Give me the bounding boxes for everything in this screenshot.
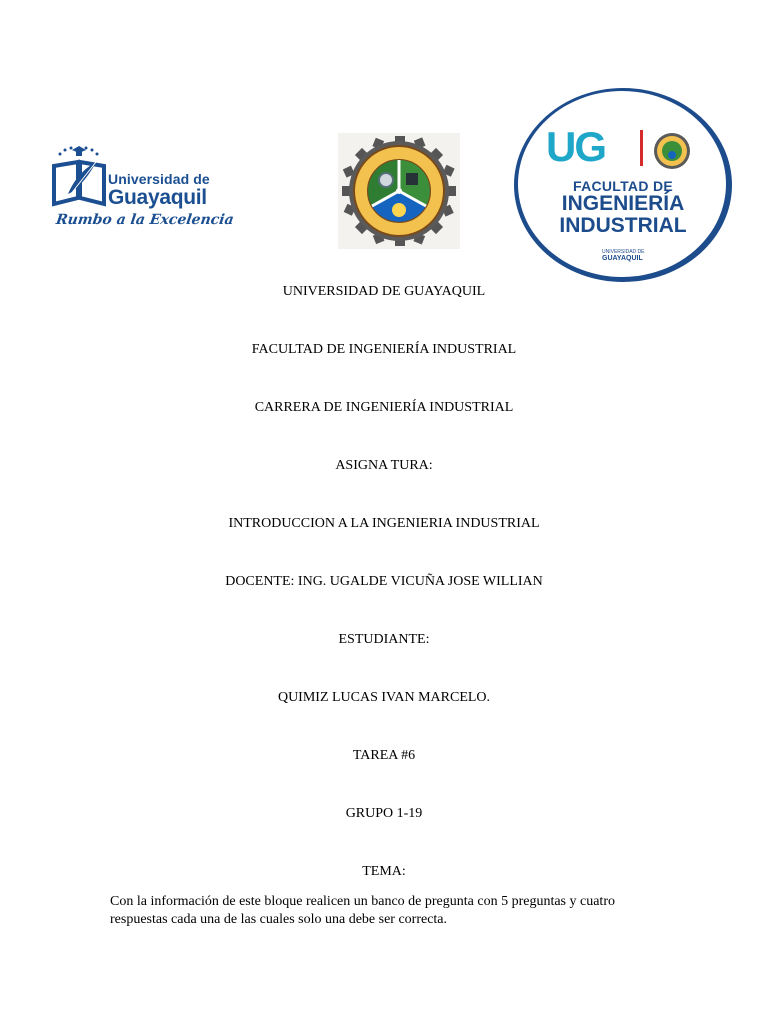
badge-line1: FACULTAD DE <box>573 178 673 194</box>
subject-name: INTRODUCCION A LA INGENIERIA INDUSTRIAL <box>228 516 540 531</box>
badge-footer-line2: GUAYAQUIL <box>602 255 643 262</box>
badge-line3: INDUSTRIAL <box>559 214 687 238</box>
university-motto: Rumbo a la Excelencia <box>54 212 235 228</box>
badge-brand-text: UG <box>546 123 605 170</box>
faculty-emblem <box>338 133 460 249</box>
badge-line2: INGENIERÍA <box>561 192 685 215</box>
badge-footer-line1: UNIVERSIDAD DE <box>602 249 645 255</box>
student-label: ESTUDIANTE: <box>338 632 430 647</box>
badge-title <box>512 193 734 237</box>
teacher-line: DOCENTE: ING. UGALDE VICUÑA JOSE WILLIAN <box>225 574 543 589</box>
group-number: GRUPO 1-19 <box>345 806 423 821</box>
book-quill-icon <box>50 140 110 212</box>
university-wordmark <box>108 172 210 208</box>
student-name: QUIMIZ LUCAS IVAN MARCELO. <box>277 690 491 705</box>
faculty-badge <box>512 86 734 284</box>
gear-emblem-icon <box>338 133 460 249</box>
subject-label: ASIGNA TURA: <box>335 458 433 473</box>
badge-footer <box>602 250 645 262</box>
header-logos <box>0 0 768 290</box>
badge-brand <box>546 123 605 170</box>
faculty-title: FACULTAD DE INGENIERÍA INDUSTRIAL <box>251 342 517 357</box>
task-number: TAREA #6 <box>352 748 416 763</box>
career-title: CARRERA DE INGENIERÍA INDUSTRIAL <box>254 400 514 415</box>
university-title: UNIVERSIDAD DE GUAYAQUIL <box>282 284 486 299</box>
university-name-line1: Universidad de <box>108 171 210 187</box>
topic-text: Con la información de este bloque realicen un banco de pregunta con 5 preguntas y cuatro respuestas cada una de las cuales solo una debe ser correcta. <box>110 894 615 927</box>
university-name-line2: Guayaquil <box>108 186 207 209</box>
university-logo <box>50 140 235 240</box>
topic-label: TEMA: <box>362 864 406 879</box>
